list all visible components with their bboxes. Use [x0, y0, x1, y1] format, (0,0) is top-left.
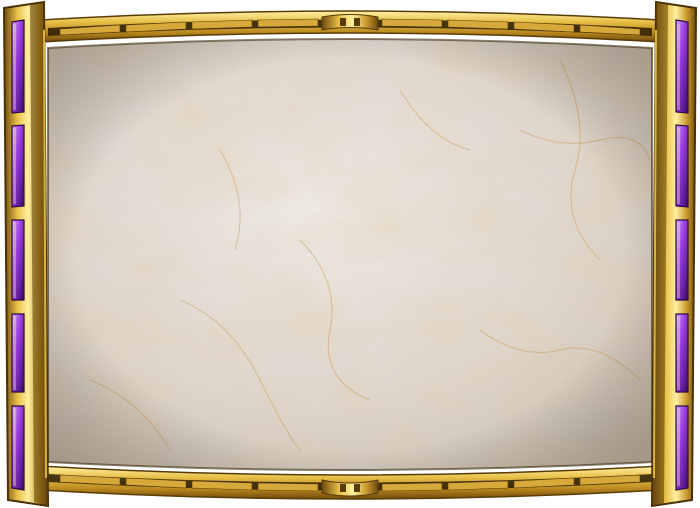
right-roller	[652, 2, 696, 506]
scroll-content-text	[70, 70, 630, 440]
left-roller	[4, 2, 48, 506]
top-rail	[40, 11, 660, 42]
gold-crest-ornament-icon	[322, 15, 378, 31]
